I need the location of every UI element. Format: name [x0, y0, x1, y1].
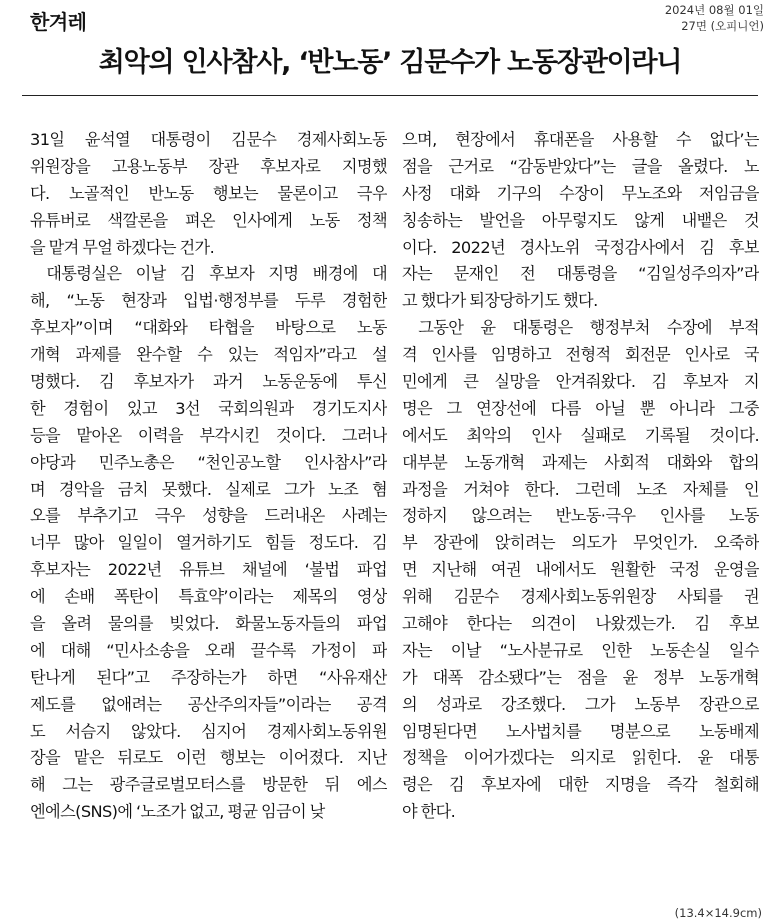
article-line: 위원장을 고용노동부 장관 후보자로 지명했: [30, 156, 387, 176]
headline-divider: [22, 95, 758, 96]
article-line: 탄나게 된다”고 주장하는가 하면 “사유재산: [30, 667, 387, 687]
article-line: 민에게 큰 실망을 안겨줘왔다. 김 후보자 지: [402, 372, 759, 392]
article-line: 의 성과로 강조했다. 그가 노동부 장관으로: [402, 694, 759, 714]
article-line: 점을 근거로 “감동받았다”는 글을 올렸다. 노: [402, 156, 759, 176]
article-line: 개혁 과제를 완수할 수 있는 적임자”라고 설: [30, 345, 387, 365]
article-line: 해 그는 광주글로벌모터스를 방문한 뒤 에스: [30, 775, 387, 795]
article-column-right: [402, 127, 759, 826]
article-line: 엔에스(SNS)에 ‘노조가 없고, 평균 임금이 낮: [30, 802, 325, 822]
article-line: 에 손배 폭탄이 특효약’이라는 제목의 영상: [30, 587, 387, 607]
article-line: 너무 많아 일일이 열거하기도 힘들 정도다. 김: [30, 533, 387, 553]
article-line: 정하지 않으려는 반노동·극우 인사를 노동: [402, 506, 759, 526]
article-line: 령은 김 후보자에 대한 지명을 즉각 철회해: [402, 775, 759, 795]
article-line: 가 대폭 감소됐다”는 점을 윤 정부 노동개혁: [402, 667, 759, 687]
article-line: 자는 문재인 전 대통령을 “김일성주의자”라: [402, 264, 759, 284]
article-line: 제도를 없애려는 공산주의자들”이라는 공격: [30, 694, 387, 714]
newspaper-logo: 한겨레: [30, 10, 87, 34]
article-line: 면 지난해 여권 내에서도 원활한 국정 운영을: [402, 560, 759, 580]
article-column-left: [30, 127, 387, 826]
article-line: 정책을 이어가겠다는 의지로 읽힌다. 윤 대통: [402, 748, 759, 768]
article-line: 칭송하는 발언을 아무렇지도 않게 내뱉은 것: [402, 210, 759, 230]
article-size: (13.4×14.9cm): [674, 906, 762, 920]
article-line: 후보자”이며 “대화와 타협을 바탕으로 노동: [30, 318, 387, 338]
article-line: 31일 윤석열 대통령이 김문수 경제사회노동: [30, 130, 387, 149]
article-line: 위해 김문수 경제사회노동위원장 사퇴를 권: [402, 587, 759, 607]
article-line: 임명된다면 노사법치를 명분으로 노동배제: [402, 721, 759, 741]
article-line: 야당과 민주노총은 “천인공노할 인사참사”라: [30, 452, 387, 472]
article-line: 오를 부추기고 극우 성향을 드러내온 사례는: [30, 506, 387, 526]
article-line: 유튜버로 색깔론을 펴온 인사에게 노동 정책: [30, 210, 387, 230]
article-line: 에서도 최악의 인사 실패로 기록될 것이다.: [402, 425, 759, 445]
article-line: 을 맡겨 무얼 하겠다는 건가.: [30, 237, 215, 257]
article-line: 고해야 한다는 의견이 나왔겠는가. 김 후보: [402, 614, 759, 634]
article-line: 도 서슴지 않았다. 심지어 경제사회노동위원: [30, 721, 387, 741]
article-line: 부 장관에 앉히려는 의도가 무엇인가. 오죽하: [402, 533, 759, 553]
headline: 최악의 인사참사, ‘반노동’ 김문수가 노동장관이라니: [98, 47, 682, 78]
article-line: 대통령실은 이날 김 후보자 지명 배경에 대: [46, 264, 387, 284]
article-line: 그동안 윤 대통령은 행정부처 수장에 부적: [418, 318, 759, 338]
article-line: 야 한다.: [402, 802, 456, 822]
article-line: 후보자는 2022년 유튜브 채널에 ‘불법 파업: [30, 560, 387, 580]
article-line: 한 경험이 있고 3선 국회의원과 경기도지사: [30, 398, 387, 418]
article-line: 사정 대화 기구의 수장이 무노조와 저임금을: [402, 183, 759, 203]
article-line: 과정을 거쳐야 한다. 그런데 노조 자체를 인: [402, 479, 759, 499]
article-line: 이다. 2022년 경사노위 국정감사에서 김 후보: [402, 237, 759, 257]
article-line: 고 했다가 퇴장당하기도 했다.: [402, 291, 598, 311]
article-line: 을 올려 물의를 빚었다. 화물노동자들의 파업: [30, 614, 387, 634]
article-line: 명했다. 김 후보자가 과거 노동운동에 투신: [30, 372, 387, 392]
issue-date: 2024년 08월 01일: [664, 3, 764, 17]
article-line: 대부분 노동개혁 과제는 사회적 대화와 합의: [402, 452, 759, 472]
article-line: 자는 이날 “노사분규로 인한 노동손실 일수: [402, 640, 759, 660]
issue-page: 27면 (오피니언): [681, 19, 764, 33]
article-line: 명은 그 연장선에 다름 아닐 뿐 아니라 그중: [402, 398, 759, 418]
article-line: 다. 노골적인 반노동 행보는 물론이고 극우: [30, 183, 387, 203]
issue-meta: [665, 2, 764, 34]
article-line: 에 대해 “민사소송을 오래 끌수록 가정이 파: [30, 640, 387, 660]
article-line: 격 인사를 임명하고 전형적 회전문 인사로 국: [402, 345, 759, 365]
article-line: 등을 맡아온 이력을 부각시킨 것이다. 그러나: [30, 425, 387, 445]
article-line: 며 경악을 금치 못했다. 실제로 그가 노조 혐: [30, 479, 387, 499]
article-line: 해, “노동 현장과 입법·행정부를 두루 경험한: [30, 291, 387, 311]
article-line: 장을 맡은 뒤로도 이런 행보는 이어졌다. 지난: [30, 748, 387, 768]
article-line: 으며, 현장에서 휴대폰을 사용할 수 없다’는: [402, 130, 759, 149]
